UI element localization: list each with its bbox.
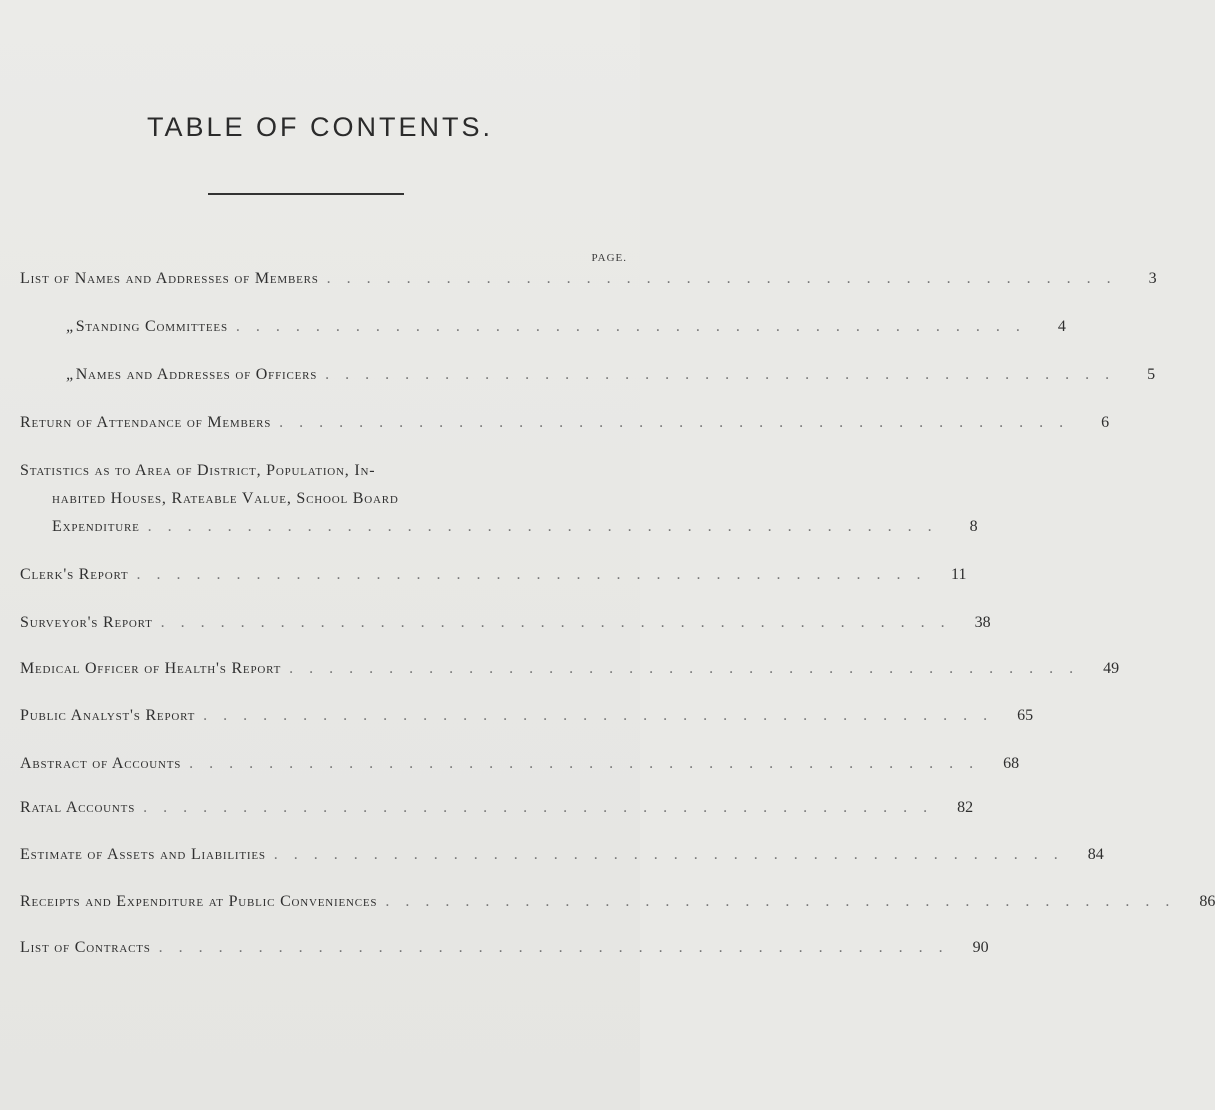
toc-entry	[20, 660, 1120, 678]
toc-entry-title: Medical Officer of Health's Report	[20, 660, 282, 677]
toc-entry	[20, 270, 1157, 288]
toc-entry-page: 68	[1003, 755, 1020, 772]
page-column-header: PAGE.	[591, 252, 627, 264]
toc-entry	[20, 707, 1034, 725]
toc-entry-page: 86	[1199, 893, 1215, 910]
dot-leader: . . . . . . . . . . . . . . . . . . . . . . . . . . . . . . . . . . . . . . . .	[160, 614, 951, 631]
dot-leader: . . . . . . . . . . . . . . . . . . . . . . . . . . . . . . . . . . . . . . . .	[279, 414, 1070, 431]
dot-leader: . . . . . . . . . . . . . . . . . . . . . . . . . . . . . . . . . . . . . . . .	[158, 939, 949, 956]
toc-entry-title: Estimate of Assets and Liabilities	[20, 846, 266, 863]
toc-entry-title: Names and Addresses of Officers	[75, 366, 318, 383]
toc-entry	[20, 614, 991, 632]
dot-leader: . . . . . . . . . . . . . . . . . . . . . . . . . . . . . . . . . . . . . . . .	[143, 799, 934, 816]
toc-entry-title: Surveyor's Report	[20, 614, 153, 631]
toc-entry-title: Standing Committees	[75, 318, 228, 335]
toc-entry-page: 11	[951, 566, 967, 583]
toc-entry-page: 4	[1057, 318, 1066, 335]
dot-leader: . . . . . . . . . . . . . . . . . . . . . . . . . . . . . . . . . . . . . . . .	[326, 270, 1117, 287]
dot-leader: . . . . . . . . . . . . . . . . . . . . . . . . . . . . . . . . . . . . . . . .	[147, 518, 938, 535]
toc-entry-page: 65	[1017, 707, 1034, 724]
toc-entry-title: Public Analyst's Report	[20, 707, 196, 724]
toc-entry-page: 3	[1148, 270, 1157, 287]
toc-entry	[20, 318, 1066, 336]
toc-entry	[20, 799, 974, 817]
toc-entry	[20, 366, 1156, 384]
toc-entry-page: 90	[972, 939, 989, 956]
toc-entry	[20, 893, 1215, 911]
toc-entry-title: Clerk's Report	[20, 566, 129, 583]
dot-leader: . . . . . . . . . . . . . . . . . . . . . . . . . . . . . . . . . . . . . . . .	[325, 366, 1116, 383]
dot-leader: . . . . . . . . . . . . . . . . . . . . . . . . . . . . . . . . . . . . . . . .	[289, 660, 1080, 677]
toc-entry-title-line3: Expenditure	[52, 518, 140, 535]
dot-leader: . . . . . . . . . . . . . . . . . . . . . . . . . . . . . . . . . . . . . . . .	[273, 846, 1064, 863]
toc-entry	[20, 566, 967, 584]
ditto-mark: „	[66, 366, 76, 383]
toc-entry-page: 84	[1087, 846, 1104, 863]
toc-entry-page: 82	[957, 799, 974, 816]
page-title: TABLE OF CONTENTS.	[146, 112, 494, 142]
toc-entry-title: Abstract of Accounts	[20, 755, 182, 772]
toc-entry	[20, 414, 1110, 432]
toc-entry-title: List of Contracts	[20, 939, 151, 956]
toc-entry-page: 6	[1101, 414, 1110, 431]
ditto-mark: „	[66, 318, 76, 335]
toc-entry	[20, 755, 1020, 773]
dot-leader: . . . . . . . . . . . . . . . . . . . . . . . . . . . . . . . . . . . . . . . .	[203, 707, 994, 724]
toc-entry-title-line1: Statistics as to Area of District, Population, In-	[20, 462, 376, 479]
toc-entry	[20, 939, 989, 957]
title-divider	[208, 193, 404, 195]
dot-leader: . . . . . . . . . . . . . . . . . . . . . . . . . . . . . . . . . . . . . . . .	[385, 893, 1176, 910]
toc-entry-title: Return of Attendance of Members	[20, 414, 272, 431]
toc-entry-title-line2: habited Houses, Rateable Value, School Board	[52, 490, 399, 507]
toc-entry-page: 38	[974, 614, 991, 631]
dot-leader: . . . . . . . . . . . . . . . . . . . . . . . . . . . . . . . . . . . . . . . .	[235, 318, 1026, 335]
toc-entry-title: Ratal Accounts	[20, 799, 136, 816]
toc-entry-page: 8	[969, 518, 978, 535]
toc-entry-page: 49	[1103, 660, 1120, 677]
toc-entry-title: Receipts and Expenditure at Public Conveniences	[20, 893, 378, 910]
dot-leader: . . . . . . . . . . . . . . . . . . . . . . . . . . . . . . . . . . . . . . . .	[189, 755, 980, 772]
toc-entry-title: List of Names and Addresses of Members	[20, 270, 319, 287]
dot-leader: . . . . . . . . . . . . . . . . . . . . . . . . . . . . . . . . . . . . . . . .	[136, 566, 927, 583]
toc-entry	[20, 846, 1104, 864]
toc-entry	[20, 462, 978, 536]
toc-entry-page: 5	[1147, 366, 1156, 383]
